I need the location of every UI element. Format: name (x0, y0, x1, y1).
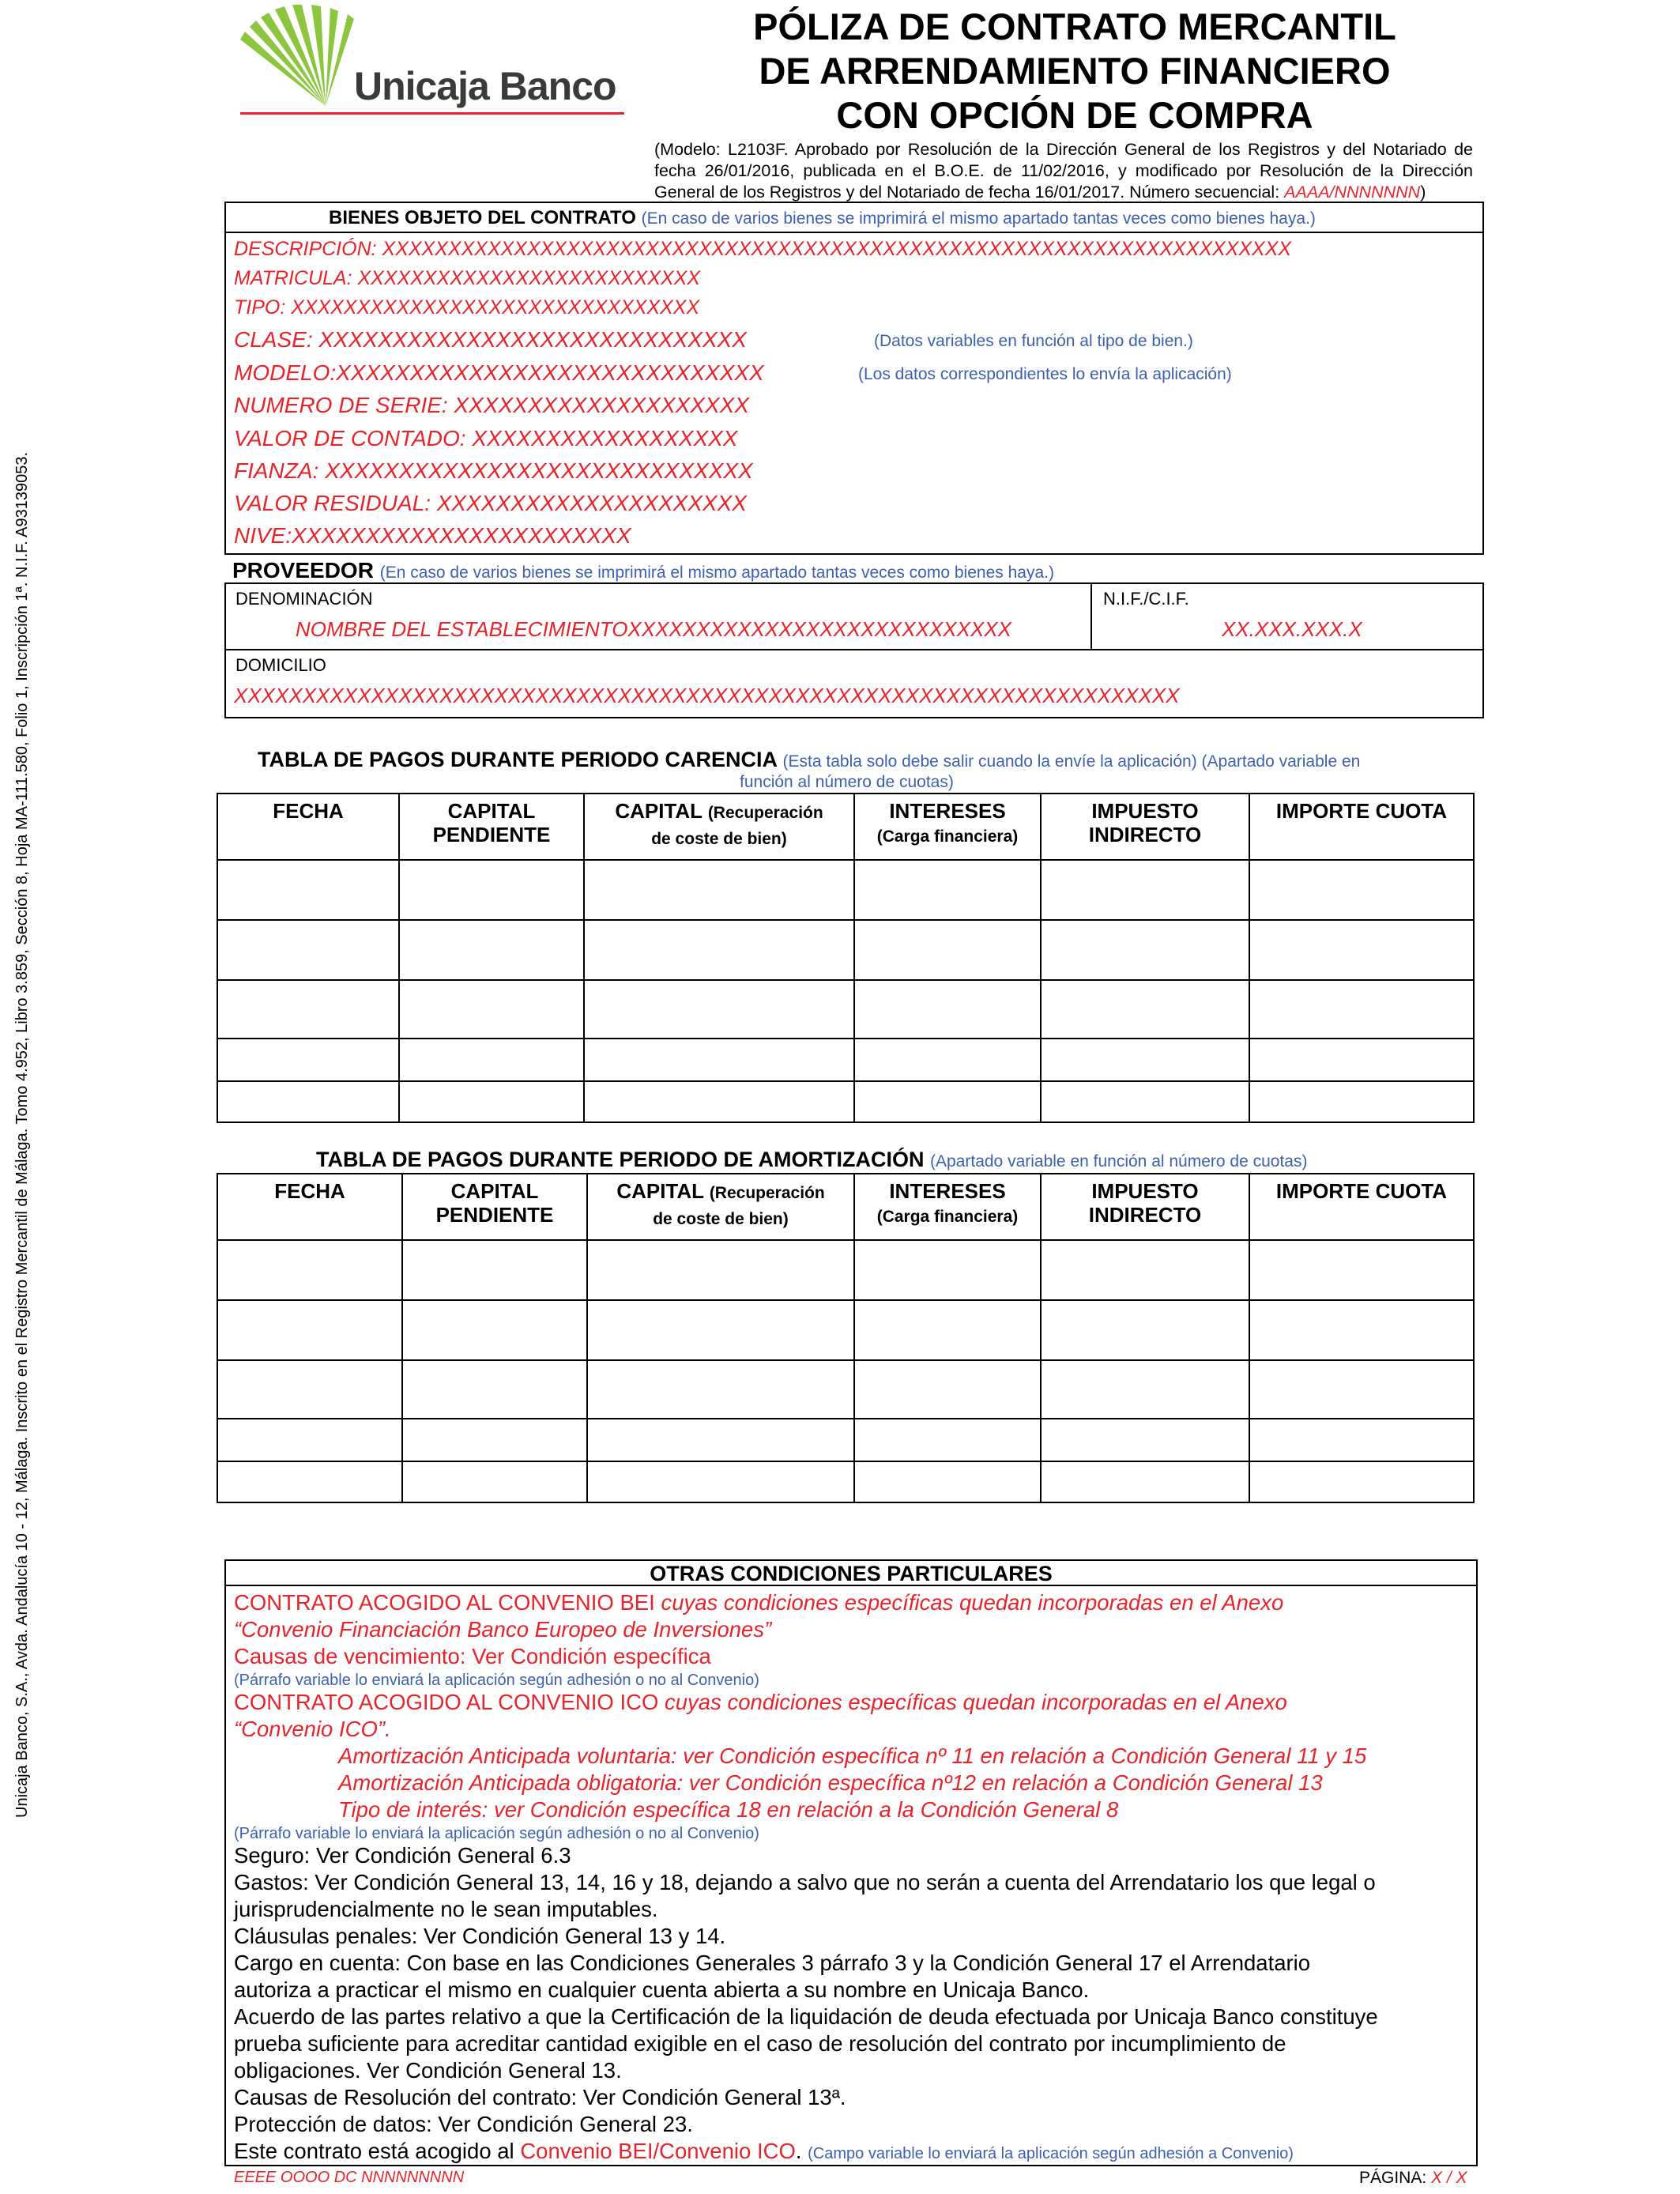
table-row (217, 1240, 1474, 1300)
proveedor-section (224, 582, 1484, 718)
model-approval-note (654, 139, 1473, 203)
denominacion-label: DENOMINACIÓN (235, 589, 373, 609)
footer-page-number (1359, 2169, 1467, 2188)
ico-desc: cuyas condiciones específicas quedan incorporadas en el Anexo (665, 1690, 1287, 1714)
registry-side-text: Unicaja Banco, S.A., Avda. Andalucía 10 - 12, Málaga. Inscrito en el Registro Mercantil de Málaga. Tomo 4.952, Libro 3.859, Sección 8, Hoja MA-111.580, Folio 1, Inscripción 1ª. N.I.F. A93139053. (13, 451, 31, 1818)
tabla-amortizacion-header-row (217, 1174, 1474, 1240)
table-cell[interactable] (854, 1300, 1041, 1360)
ico-line-4: Amortización Anticipada obligatoria: ver Condición específica nº12 en relación a Condición General 13 (338, 1770, 1323, 1795)
tabla-amortizacion (217, 1173, 1475, 1503)
causas-line: Causas de Resolución del contrato: Ver Condición General 13ª. (234, 2085, 846, 2109)
table-cell[interactable] (1041, 1419, 1249, 1461)
ico-line-2: “Convenio ICO”. (234, 1717, 391, 1741)
col-importe: IMPORTE CUOTA (1249, 1174, 1474, 1240)
table-cell[interactable] (217, 1240, 402, 1300)
table-row (217, 1461, 1474, 1502)
logo-wordmark: Unicaja Banco (354, 64, 616, 108)
page-value: X / X (1431, 2169, 1467, 2187)
col-capital-pendiente: CAPITAL PENDIENTE (399, 794, 584, 860)
table-cell[interactable] (584, 920, 854, 980)
bien-valor-residual: VALOR RESIDUAL: XXXXXXXXXXXXXXXXXXXXX (234, 491, 747, 515)
logo-underline (240, 112, 624, 115)
document-title (648, 5, 1501, 138)
col-fecha: FECHA (217, 1174, 402, 1240)
table-cell[interactable] (1249, 1240, 1474, 1300)
table-cell[interactable] (1041, 1081, 1249, 1122)
table-cell[interactable] (1041, 1360, 1249, 1419)
tabla-carencia-title (258, 748, 1360, 772)
table-cell[interactable] (854, 1240, 1041, 1300)
table-cell[interactable] (402, 1240, 587, 1300)
bei-line-2: “Convenio Financiación Banco Europeo de Inversiones” (234, 1617, 772, 1642)
table-cell[interactable] (399, 860, 584, 920)
proveedor-divider-h (226, 649, 1482, 650)
bienes-header-note: (En caso de varios bienes se imprimirá el mismo apartado tantas veces como bienes haya.) (641, 209, 1316, 228)
tabla-carencia-header-row (217, 794, 1474, 860)
table-cell[interactable] (1249, 1419, 1474, 1461)
bienes-section (224, 202, 1484, 555)
table-cell[interactable] (1249, 1360, 1474, 1419)
tabla-carencia-title-text: TABLA DE PAGOS DURANTE PERIODO CARENCIA (258, 748, 778, 771)
col-capital-pendiente: CAPITAL PENDIENTE (402, 1174, 587, 1240)
table-cell[interactable] (402, 1300, 587, 1360)
table-cell[interactable] (399, 920, 584, 980)
table-cell[interactable] (1249, 1461, 1474, 1502)
col-fecha: FECHA (217, 794, 399, 860)
tabla-carencia-note: (Esta tabla solo debe salir cuando la envíe la aplicación) (Apartado variable en (782, 752, 1361, 771)
sequence-number: AAAA/NNNNNNN (1284, 183, 1421, 202)
table-cell[interactable] (854, 860, 1041, 920)
footer-account-code: EEEE OOOO DC NNNNNNNNN (234, 2169, 465, 2186)
table-cell[interactable] (854, 1039, 1041, 1081)
table-cell[interactable] (854, 1360, 1041, 1419)
table-cell[interactable] (217, 1039, 399, 1081)
table-cell[interactable] (1041, 1240, 1249, 1300)
bei-note: (Párrafo variable lo enviará la aplicación según adhesión o no al Convenio) (234, 1672, 759, 1689)
table-cell[interactable] (584, 1081, 854, 1122)
ico-title: CONTRATO ACOGIDO AL CONVENIO ICO (234, 1690, 665, 1714)
table-cell[interactable] (1041, 980, 1249, 1039)
nif-value: XX.XXX.XXX.X (1222, 617, 1362, 641)
domicilio-value: XXXXXXXXXXXXXXXXXXXXXXXXXXXXXXXXXXXXXXXXXXXXXXXXXXXXXXXXXXXXXXXXXXXXX (234, 684, 1180, 707)
bien-matricula: MATRICULA: XXXXXXXXXXXXXXXXXXXXXXXXXX (234, 267, 701, 289)
table-cell[interactable] (1041, 1461, 1249, 1502)
table-row (217, 920, 1474, 980)
table-cell[interactable] (399, 1039, 584, 1081)
table-row (217, 1419, 1474, 1461)
page-label: PÁGINA: (1359, 2169, 1432, 2187)
ico-line-5: Tipo de interés: ver Condición específica 18 en relación a la Condición General 8 (338, 1797, 1119, 1822)
tabla-amortizacion-title (316, 1148, 1307, 1172)
col-capital-recuperacion: CAPITAL (Recuperación de coste de bien) (584, 794, 854, 860)
table-cell[interactable] (217, 1419, 402, 1461)
table-cell[interactable] (217, 1461, 402, 1502)
model-note-close: ) (1420, 183, 1426, 202)
table-cell[interactable] (854, 920, 1041, 980)
table-row (217, 1360, 1474, 1419)
table-cell[interactable] (587, 1360, 854, 1419)
table-cell[interactable] (217, 1081, 399, 1122)
table-cell[interactable] (1249, 860, 1474, 920)
table-cell[interactable] (1041, 920, 1249, 980)
cargo-line-1: Cargo en cuenta: Con base en las Condiciones Generales 3 párrafo 3 y la Condición General 17 el Arrendatario (234, 1951, 1311, 1975)
table-row (217, 1039, 1474, 1081)
table-cell[interactable] (1249, 980, 1474, 1039)
table-cell[interactable] (1249, 920, 1474, 980)
table-cell[interactable] (854, 1461, 1041, 1502)
table-cell[interactable] (1041, 860, 1249, 920)
title-line-2: DE ARRENDAMIENTO FINANCIERO (759, 50, 1391, 92)
bienes-header (226, 203, 1482, 233)
bien-valor-contado: VALOR DE CONTADO: XXXXXXXXXXXXXXXXXX (234, 426, 738, 450)
table-cell[interactable] (402, 1461, 587, 1502)
acuerdo-line-1: Acuerdo de las partes relativo a que la Certificación de la liquidación de deuda efectuada por Unicaja Banco constituye (234, 2004, 1378, 2029)
nif-label: N.I.F./C.I.F. (1103, 589, 1189, 609)
ico-line-1 (234, 1689, 1287, 1716)
col-intereses: INTERESES (Carga financiera) (854, 1174, 1041, 1240)
table-cell[interactable] (217, 1360, 402, 1419)
table-row (217, 860, 1474, 920)
acogido-text: Este contrato está acogido al (234, 2139, 521, 2163)
title-line-1: PÓLIZA DE CONTRATO MERCANTIL (753, 6, 1396, 47)
note-datos-aplicacion: (Los datos correspondientes lo envía la aplicación) (858, 365, 1232, 383)
table-cell[interactable] (854, 980, 1041, 1039)
table-cell[interactable] (399, 980, 584, 1039)
tabla-carencia (217, 793, 1475, 1123)
table-cell[interactable] (217, 860, 399, 920)
table-cell[interactable] (587, 1419, 854, 1461)
table-cell[interactable] (587, 1240, 854, 1300)
tabla-amortizacion-title-text: TABLA DE PAGOS DURANTE PERIODO DE AMORTIZACIÓN (316, 1148, 925, 1171)
bei-line-1 (234, 1589, 1283, 1616)
col-impuesto: IMPUESTO INDIRECTO (1041, 1174, 1249, 1240)
ico-line-3: Amortización Anticipada voluntaria: ver Condición específica nº 11 en relación a Condición General 11 y 15 (338, 1744, 1367, 1768)
table-cell[interactable] (1041, 1039, 1249, 1081)
table-cell[interactable] (854, 1081, 1041, 1122)
col-importe: IMPORTE CUOTA (1249, 794, 1474, 860)
proteccion-line: Protección de datos: Ver Condición General 23. (234, 2112, 693, 2136)
bei-desc: cuyas condiciones específicas quedan incorporadas en el Anexo (661, 1590, 1284, 1615)
table-cell[interactable] (399, 1081, 584, 1122)
table-cell[interactable] (584, 1039, 854, 1081)
bienes-header-title: BIENES OBJETO DEL CONTRATO (329, 207, 636, 228)
acogido-period: . (795, 2139, 808, 2163)
bei-title: CONTRATO ACOGIDO AL CONVENIO BEI (234, 1590, 661, 1615)
table-cell[interactable] (402, 1360, 587, 1419)
gastos-line-1: Gastos: Ver Condición General 13, 14, 16 y 18, dejando a salvo que no serán a cuenta del Arrendatario los que legal o (234, 1870, 1376, 1894)
bien-tipo: TIPO: XXXXXXXXXXXXXXXXXXXXXXXXXXXXXXX (234, 296, 700, 319)
note-datos-variables: (Datos variables en función al tipo de bien.) (874, 332, 1193, 350)
acogido-line (234, 2138, 1294, 2167)
cargo-line-2: autoriza a practicar el mismo en cualquier cuenta abierta a su nombre en Unicaja Banco. (234, 1977, 1090, 2002)
proveedor-divider-v (1090, 584, 1092, 649)
table-row (217, 980, 1474, 1039)
otras-condiciones-header: OTRAS CONDICIONES PARTICULARES (226, 1561, 1476, 1586)
table-cell[interactable] (1041, 1300, 1249, 1360)
table-cell[interactable] (584, 980, 854, 1039)
table-cell[interactable] (1249, 1039, 1474, 1081)
table-cell[interactable] (217, 1300, 402, 1360)
acogido-convenio: Convenio BEI/Convenio ICO (520, 2139, 796, 2163)
bien-clase: CLASE: XXXXXXXXXXXXXXXXXXXXXXXXXXXXX (234, 327, 747, 352)
table-cell[interactable] (217, 920, 399, 980)
denominacion-value: NOMBRE DEL ESTABLECIMIENTOXXXXXXXXXXXXXXXXXXXXXXXXXXXX (296, 617, 1012, 641)
proveedor-title-text: PROVEEDOR (232, 558, 374, 582)
bien-descripcion: DESCRIPCIÓN: XXXXXXXXXXXXXXXXXXXXXXXXXXXXXXXXXXXXXXXXXXXXXXXXXXXXXXXXXXXXXXXXXXXXX (234, 238, 1292, 260)
table-row (217, 1081, 1474, 1122)
col-capital-recuperacion: CAPITAL (Recuperación de coste de bien) (587, 1174, 854, 1240)
seguro-line: Seguro: Ver Condición General 6.3 (234, 1843, 571, 1868)
table-cell[interactable] (854, 1419, 1041, 1461)
table-cell[interactable] (217, 980, 399, 1039)
bei-line-3: Causas de vencimiento: Ver Condición específica (234, 1644, 711, 1668)
table-cell[interactable] (587, 1461, 854, 1502)
col-intereses: INTERESES (Carga financiera) (854, 794, 1041, 860)
clausulas-line: Cláusulas penales: Ver Condición General 13 y 14. (234, 1924, 726, 1948)
unicaja-logo (237, 5, 632, 115)
bien-nive: NIVE:XXXXXXXXXXXXXXXXXXXXXXX (234, 523, 631, 548)
bien-numero-serie: NUMERO DE SERIE: XXXXXXXXXXXXXXXXXXXX (234, 393, 749, 417)
proveedor-title-note: (En caso de varios bienes se imprimirá el mismo apartado tantas veces como bienes haya.) (379, 564, 1054, 582)
table-cell[interactable] (402, 1419, 587, 1461)
acuerdo-line-2: prueba suficiente para acreditar cantidad exigible en el caso de resolución del contrato por incumplimiento de (234, 2031, 1286, 2056)
bien-modelo: MODELO:XXXXXXXXXXXXXXXXXXXXXXXXXXXXX (234, 360, 764, 385)
table-cell[interactable] (584, 860, 854, 920)
col-impuesto: IMPUESTO INDIRECTO (1041, 794, 1249, 860)
acuerdo-line-3: obligaciones. Ver Condición General 13. (234, 2058, 622, 2083)
table-cell[interactable] (587, 1300, 854, 1360)
model-note-text: (Modelo: L2103F. Aprobado por Resolución de la Dirección General de los Registros y del Notariado de fecha 26/01/2016, publicada en el B.O.E. de 11/02/2016, y modificado por Resolución de la Dirección General de los Registros y del Notariado de fecha 16/01/2017. Número secuencial: (654, 140, 1473, 202)
otras-condiciones-section (224, 1559, 1478, 2166)
acogido-note: (Campo variable lo enviará la aplicación según adhesión a Convenio) (808, 2145, 1294, 2162)
proveedor-title (232, 558, 1054, 583)
tabla-carencia-note-2: función al número de cuotas) (740, 773, 954, 791)
ico-note: (Párrafo variable lo enviará la aplicación según adhesión o no al Convenio) (234, 1825, 759, 1842)
gastos-line-2: jurisprudencialmente no le sean imputables. (234, 1897, 658, 1921)
tabla-amortizacion-note: (Apartado variable en función al número de cuotas) (930, 1152, 1308, 1171)
bien-fianza: FIANZA: XXXXXXXXXXXXXXXXXXXXXXXXXXXXX (234, 458, 753, 483)
table-cell[interactable] (1249, 1300, 1474, 1360)
title-line-3: CON OPCIÓN DE COMPRA (836, 94, 1313, 136)
table-row (217, 1300, 1474, 1360)
table-cell[interactable] (1249, 1081, 1474, 1122)
domicilio-label: DOMICILIO (235, 655, 326, 675)
